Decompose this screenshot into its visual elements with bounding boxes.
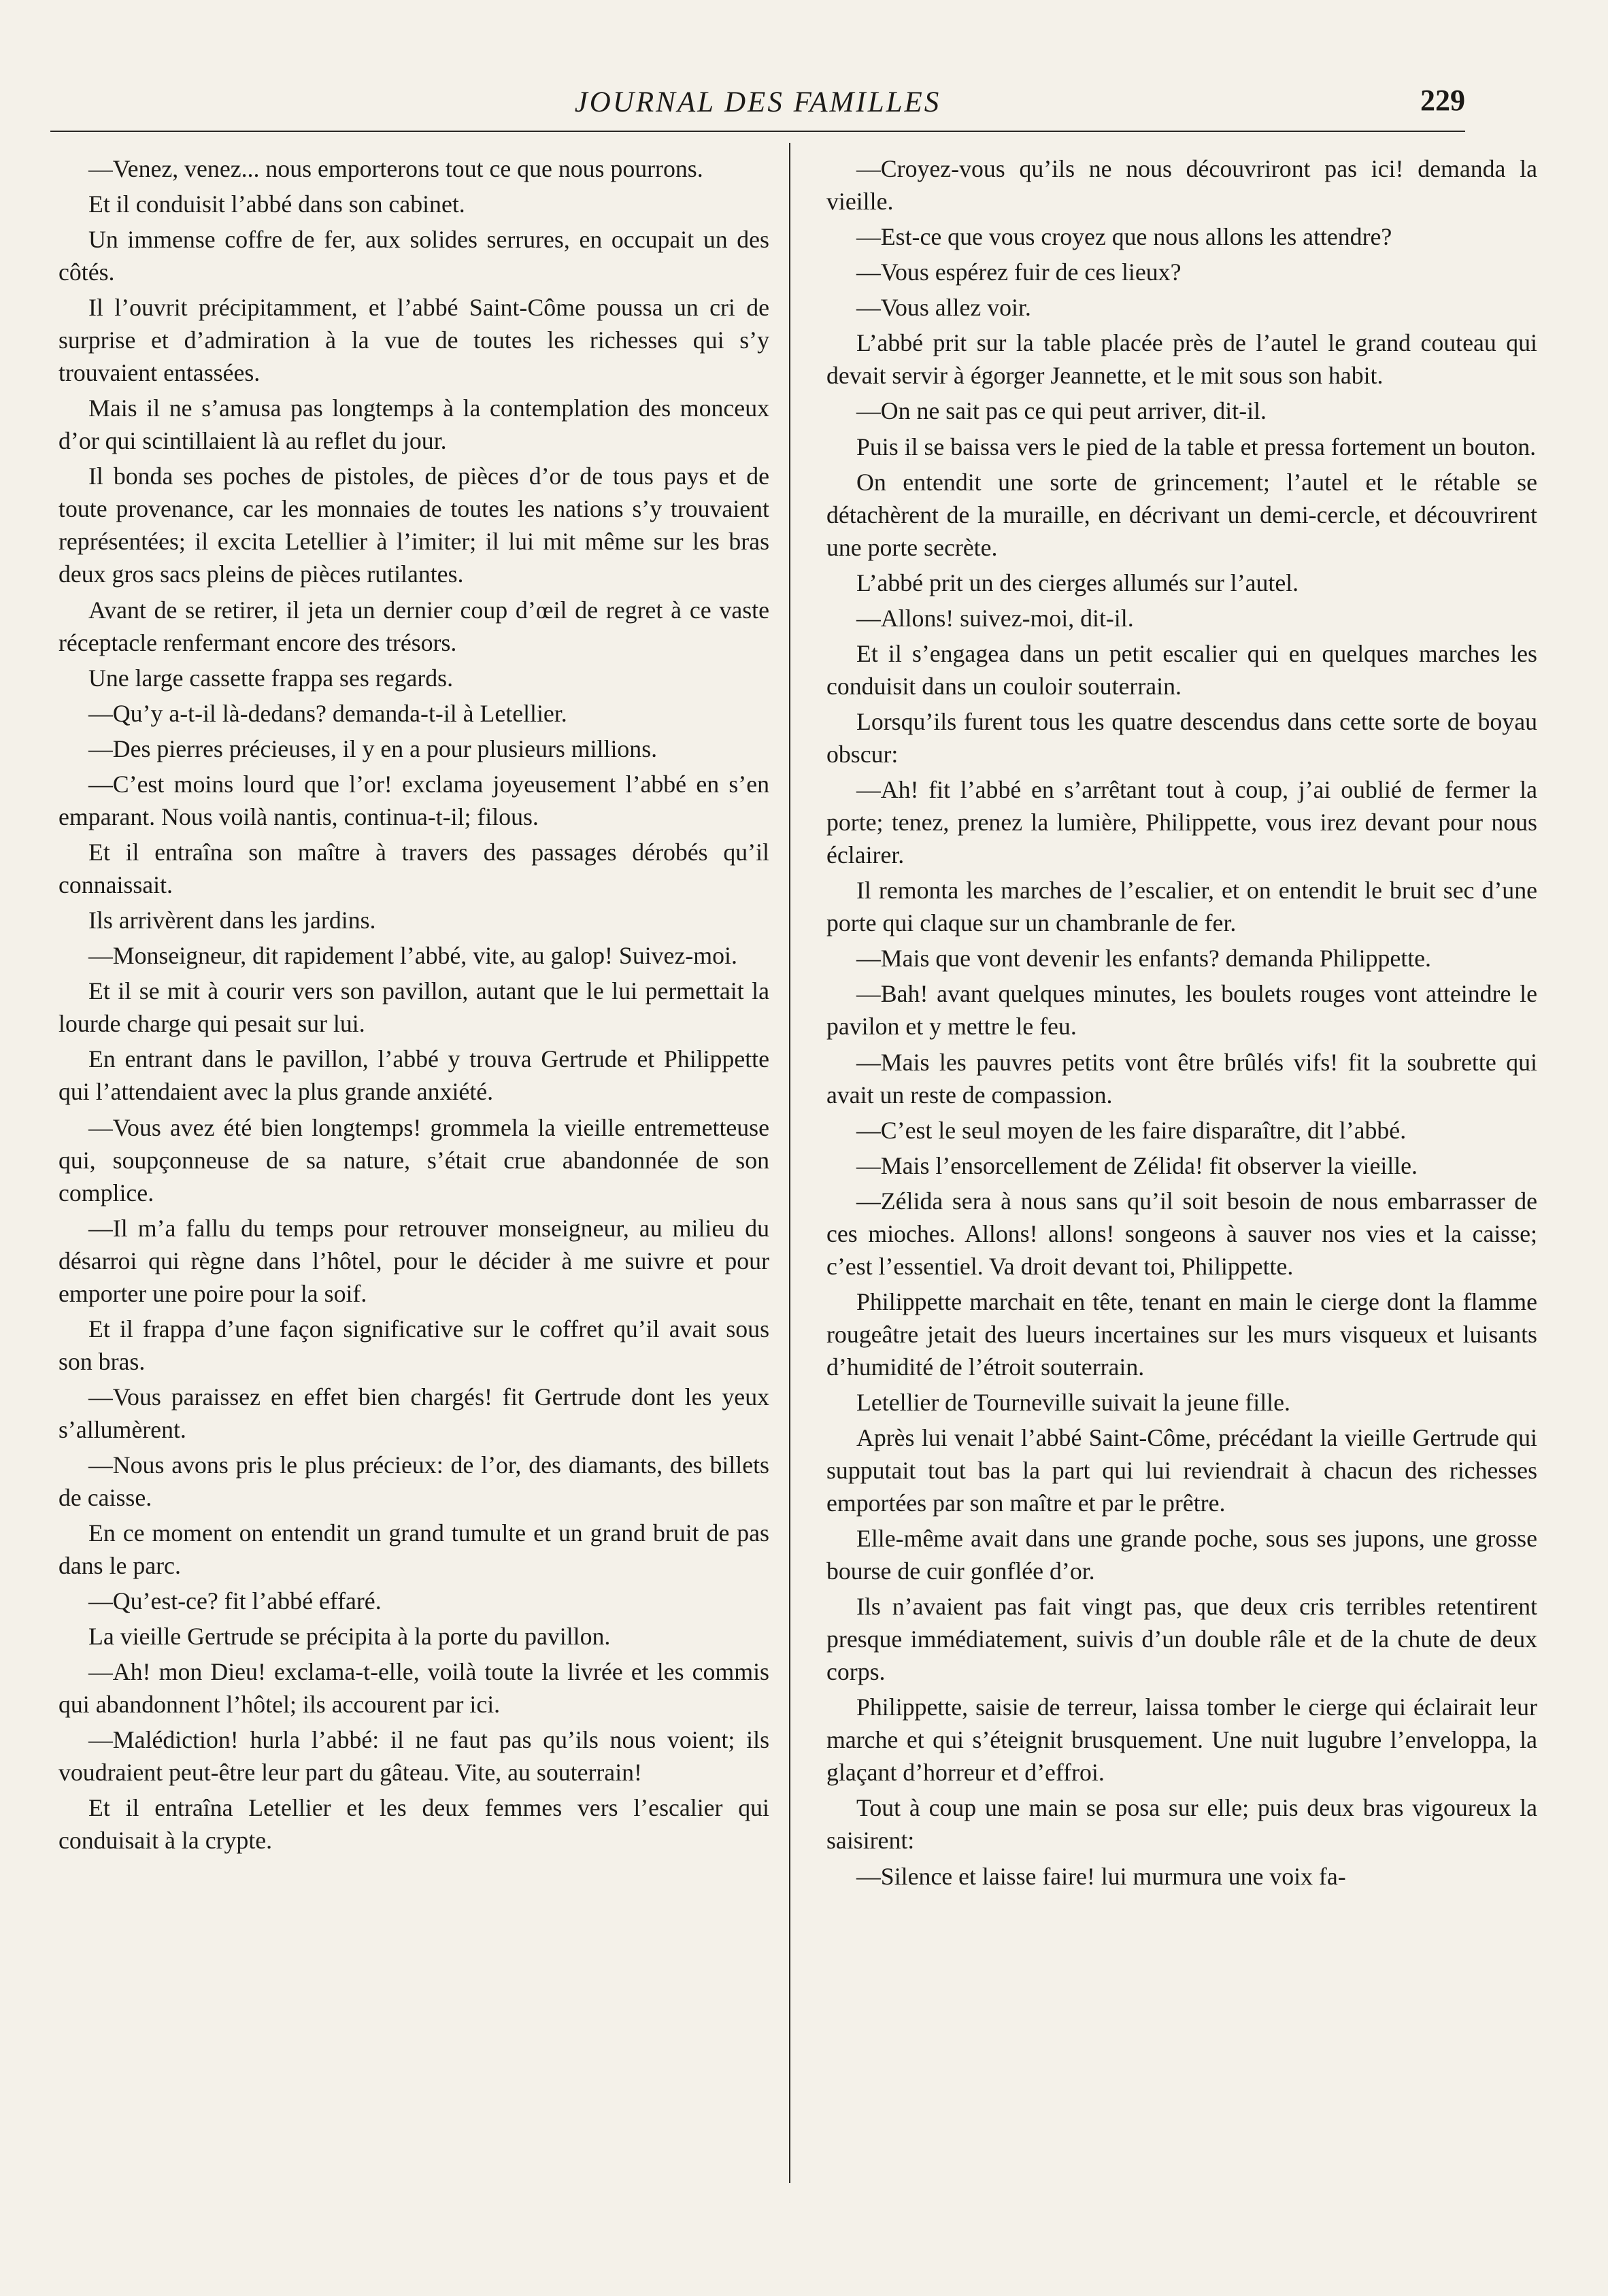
paragraph: —Qu’y a-t-il là-dedans? demanda-t-il à Letellier. — [88, 699, 567, 727]
paragraph: —Bah! avant quelques minutes, les boulets rouges vont atteindre le pavilon et y mettre le feu. — [826, 980, 1537, 1041]
paragraph: En entrant dans le pavillon, l’abbé y trouva Gertrude et Philippette qui l’attendaient avec la plus grande anxiété. — [58, 1045, 769, 1106]
paragraph: Philippette marchait en tête, tenant en main le cierge dont la flamme rougeâtre jetait des lueurs incertaines sur les murs visqueux et luisants d’humidité de l’étroit souterrain. — [826, 1287, 1537, 1381]
left-column — [58, 152, 769, 1860]
paragraph: —Ah! mon Dieu! exclama-t-elle, voilà toute la livrée et les commis qui abandonnent l’hôtel; ils accourent par ici. — [58, 1658, 769, 1719]
paragraph: Et il entraîna son maître à travers des passages dérobés qu’il connaissait. — [58, 839, 769, 899]
paragraph: Un immense coffre de fer, aux solides serrures, en occupait un des côtés. — [58, 226, 769, 286]
paragraph: —Vous espérez fuir de ces lieux? — [856, 258, 1182, 286]
paragraph: Philippette, saisie de terreur, laissa tomber le cierge qui éclairait leur marche et qui s’éteignit brusquement. Une nuit lugubre l’enveloppa, la glaçant d’horreur et d’effroi. — [826, 1693, 1537, 1787]
paragraph: On entendit une sorte de grincement; l’autel et le rétable se détachèrent de la muraille, en décrivant un demi-cercle, et découvrirent une porte secrète. — [826, 468, 1537, 561]
paragraph: Il l’ouvrit précipitamment, et l’abbé Saint-Côme poussa un cri de surprise et d’admiration à la vue de toutes les richesses qui s’y trouvaient entassées. — [58, 294, 769, 387]
paragraph: —Zélida sera à nous sans qu’il soit besoin de nous embarrasser de ces mioches. Allons! allons! songeons à sauver nos vies et la caisse; c’est l’essentiel. Va droit devant toi, Philippette. — [826, 1187, 1537, 1280]
paragraph: Et il se mit à courir vers son pavillon, autant que le lui permettait la lourde charge qui pesait sur lui. — [58, 977, 769, 1038]
paragraph: Ils n’avaient pas fait vingt pas, que deux cris terribles retentirent presque immédiatement, suivis d’un double râle et de la chute de deux corps. — [826, 1593, 1537, 1686]
paragraph: —C’est moins lourd que l’or! exclama joyeusement l’abbé en s’en emparant. Nous voilà nantis, continua-t-il; filous. — [58, 770, 769, 830]
paragraph: —Mais les pauvres petits vont être brûlés vifs! fit la soubrette qui avait un reste de compassion. — [826, 1048, 1537, 1109]
paragraph: Et il conduisit l’abbé dans son cabinet. — [88, 190, 465, 218]
paragraph: Il bonda ses poches de pistoles, de pièces d’or de tous pays et de toute provenance, car les monnaies de toutes les nations s’y trouvaient représentées; il excita Letellier à l’imiter; il lui mit même sur les bras deux gros sacs pleins de pièces rutilantes. — [58, 462, 769, 588]
paragraph: Et il s’engagea dans un petit escalier qui en quelques marches les conduisit dans un couloir souterrain. — [826, 639, 1537, 700]
paragraph: Mais il ne s’amusa pas longtemps à la contemplation des monceux d’or qui scintillaient là au reflet du jour. — [58, 394, 769, 455]
paragraph: Lorsqu’ils furent tous les quatre descendus dans cette sorte de boyau obscur: — [826, 708, 1537, 769]
paragraph: Elle-même avait dans une grande poche, sous ses jupons, une grosse bourse de cuir gonflée d’or. — [826, 1525, 1537, 1585]
paragraph: Letellier de Tourneville suivait la jeune fille. — [856, 1388, 1290, 1416]
paragraph: —Des pierres précieuses, il y en a pour plusieurs millions. — [88, 735, 658, 762]
paragraph: —Mais l’ensorcellement de Zélida! fit observer la vieille. — [856, 1151, 1418, 1179]
paragraph: —Mais que vont devenir les enfants? demanda Philippette. — [856, 945, 1431, 973]
paragraph: —Nous avons pris le plus précieux: de l’or, des diamants, des billets de caisse. — [58, 1451, 769, 1511]
paragraph: L’abbé prit un des cierges allumés sur l’autel. — [856, 569, 1299, 596]
column-divider — [789, 143, 790, 2183]
paragraph: —Ah! fit l’abbé en s’arrêtant tout à coup, j’ai oublié de fermer la porte; tenez, prenez la lumière, Philippette, vous irez devant pour nous éclairer. — [826, 776, 1537, 869]
paragraph: —Venez, venez... nous emporterons tout ce que nous pourrons. — [88, 155, 703, 182]
paragraph: En ce moment on entendit un grand tumulte et un grand bruit de pas dans le parc. — [58, 1519, 769, 1579]
running-title: JOURNAL DES FAMILLES — [574, 86, 941, 118]
paragraph: —On ne sait pas ce qui peut arriver, dit-il. — [856, 397, 1267, 425]
page-number: 229 — [1420, 84, 1465, 117]
paragraph: —C’est le seul moyen de les faire disparaître, dit l’abbé. — [856, 1116, 1407, 1144]
paragraph: Après lui venait l’abbé Saint-Côme, précédant la vieille Gertrude qui supputait tout bas la part qui lui reviendrait à chacun des richesses emportées par son maître et par le prêtre. — [826, 1424, 1537, 1517]
paragraph: Tout à coup une main se posa sur elle; puis deux bras vigoureux la saisirent: — [826, 1794, 1537, 1855]
paragraph: —Silence et laisse faire! lui murmura une voix fa- — [856, 1862, 1346, 1890]
paragraph: Il remonta les marches de l’escalier, et on entendit le bruit sec d’une porte qui claque sur un chambranle de fer. — [826, 877, 1537, 937]
paragraph: —Vous allez voir. — [856, 294, 1031, 322]
paragraph: La vieille Gertrude se précipita à la porte du pavillon. — [88, 1623, 611, 1651]
page-header — [50, 80, 1465, 128]
paragraph: —Vous paraissez en effet bien chargés! fit Gertrude dont les yeux s’allumèrent. — [58, 1383, 769, 1443]
paragraph: —Monseigneur, dit rapidement l’abbé, vite, au galop! Suivez-moi. — [88, 942, 737, 970]
paragraph: —Vous avez été bien longtemps! grommela la vieille entremetteuse qui, soupçonneuse de sa nature, s’était crue abandonnée de son complice. — [58, 1113, 769, 1206]
paragraph: Une large cassette frappa ses regards. — [88, 664, 454, 692]
paragraph: Puis il se baissa vers le pied de la table et pressa fortement un bouton. — [856, 433, 1537, 460]
paragraph: —Allons! suivez-moi, dit-il. — [856, 604, 1134, 632]
paragraph: —Il m’a fallu du temps pour retrouver monseigneur, au milieu du désarroi qui règne dans l’hôtel, pour le décider à me suivre et pour emporter une poire pour la soif. — [58, 1214, 769, 1307]
paragraph: Ils arrivèrent dans les jardins. — [88, 907, 376, 934]
paragraph: —Qu’est-ce? fit l’abbé effaré. — [88, 1587, 382, 1615]
header-rule — [50, 131, 1465, 132]
paragraph: Avant de se retirer, il jeta un dernier coup d’œil de regret à ce vaste réceptacle renfermant encore des trésors. — [58, 596, 769, 656]
paragraph: —Croyez-vous qu’ils ne nous découvriront pas ici! demanda la vieille. — [826, 155, 1537, 215]
paragraph: —Malédiction! hurla l’abbé: il ne faut pas qu’ils nous voient; ils voudraient peut-être leur part du gâteau. Vite, au souterrain! — [58, 1726, 769, 1787]
paragraph: —Est-ce que vous croyez que nous allons les attendre? — [856, 223, 1392, 251]
paragraph: Et il frappa d’une façon significative sur le coffret qu’il avait sous son bras. — [58, 1315, 769, 1375]
right-column — [826, 152, 1537, 1895]
paragraph: L’abbé prit sur la table placée près de l’autel le grand couteau qui devait servir à égorger Jeannette, et le mit sous son habit. — [826, 329, 1537, 390]
paragraph: Et il entraîna Letellier et les deux femmes vers l’escalier qui conduisait à la crypte. — [58, 1794, 769, 1855]
